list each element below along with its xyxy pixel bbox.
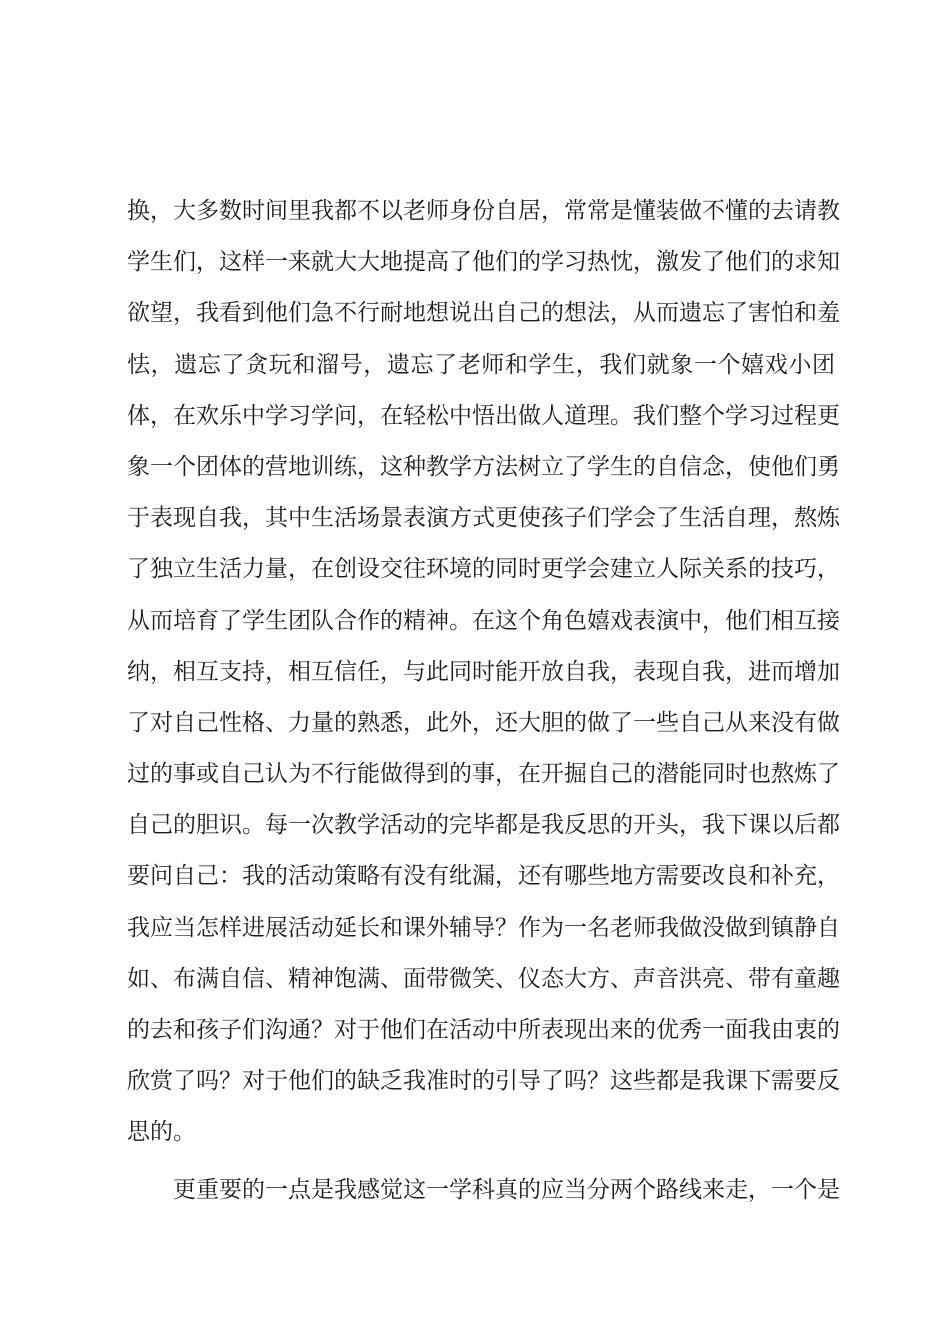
text-line: 过的事或自己认为不行能做得到的事，在开掘自己的潜能同时也熬炼了 [127,761,840,788]
text-line: 于表现自我，其中生活场景表演方式更使孩子们学会了生活自理，熬炼 [127,505,840,532]
text-line: 换，大多数时间里我都不以老师身份自居，常常是懂装做不懂的去请教 [127,198,840,224]
text-line: 象一个团体的营地训练，这种教学方法树立了学生的自信念，使他们勇 [127,453,840,480]
paragraph-2 [127,1165,840,1216]
body-text [127,186,840,1216]
text-line: 要问自己：我的活动策略有没有纰漏，还有哪些地方需要改良和补充， [127,863,840,890]
text-line: 了独立生活力量，在创设交往环境的同时更学会建立人际关系的技巧， [127,556,840,583]
text-line: 自己的胆识。每一次教学活动的完毕都是我反思的开头，我下课以后都 [127,812,840,839]
text-line: 思的。 [127,1119,196,1146]
text-line: 欣赏了吗？对于他们的缺乏我准时的引导了吗？这些都是我课下需要反 [127,1068,840,1095]
text-line: 从而培育了学生团队合作的精神。在这个角色嬉戏表演中，他们相互接 [127,607,840,634]
text-line: 怯，遗忘了贪玩和溜号，遗忘了老师和学生，我们就象一个嬉戏小团 [127,351,835,378]
text-line: 如、布满自信、精神饱满、面带微笑、仪态大方、声音洪亮、带有童趣 [127,965,840,992]
paragraph-1 [127,186,840,1159]
text-line: 更重要的一点是我感觉这一学科真的应当分两个路线来走，一个是 [173,1176,840,1203]
text-line: 欲望，我看到他们急不行耐地想说出自己的想法，从而遗忘了害怕和羞 [127,300,840,327]
text-line: 体，在欢乐中学习学问，在轻松中悟出做人道理。我们整个学习过程更 [127,402,840,429]
text-line: 了对自己性格、力量的熟悉，此外，还大胆的做了一些自己从来没有做 [127,709,840,736]
text-line: 的去和孩子们沟通？对于他们在活动中所表现出来的优秀一面我由衷的 [127,1017,840,1043]
text-line: 我应当怎样进展活动延长和课外辅导？作为一名老师我做没做到镇静自 [127,914,840,941]
text-line: 学生们，这样一来就大大地提高了他们的学习热忱，激发了他们的求知 [127,249,840,276]
text-line: 纳，相互支持，相互信任，与此同时能开放自我，表现自我，进而增加 [127,658,840,685]
